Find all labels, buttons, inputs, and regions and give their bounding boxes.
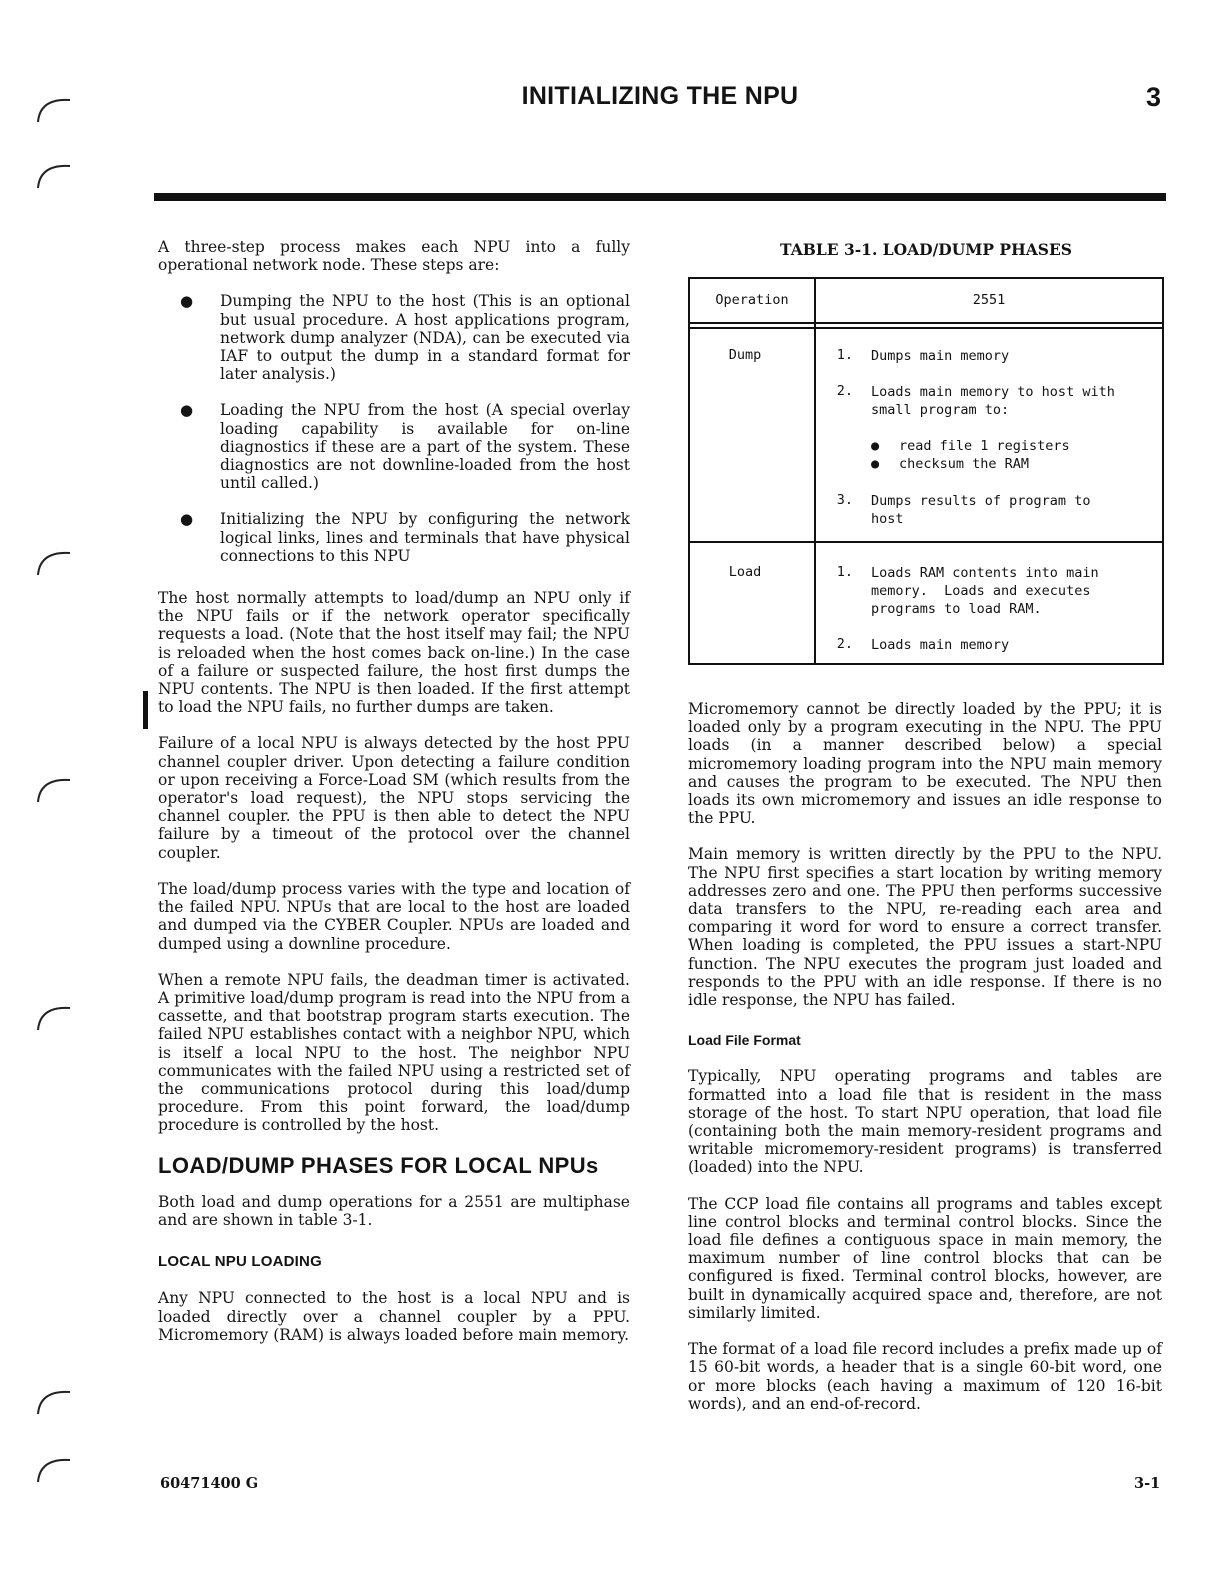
revision-change-bar [143, 691, 148, 729]
table-step-number: 1. [836, 564, 853, 580]
load-dump-table [688, 277, 1164, 665]
table-cell-dump: Dump [728, 347, 762, 363]
table-caption: TABLE 3-1. LOAD/DUMP PHASES [780, 240, 1072, 259]
body-paragraph: The host normally attempts to load/dump an NPU only if the NPU fails or if the network operator specifically requests a load. (Note that the host itself may fail; the NPU is reloaded when the host comes back on-line.) In the case of a failure or suspected failure, the host first dumps the NPU contents. The NPU is then loaded. If the first attempt to load the NPU fails, no further dumps are taken. [158, 589, 630, 717]
table-step-text: Loads main memory to host with [871, 384, 1115, 400]
table-step-text: memory. Loads and executes [871, 583, 1091, 599]
intro-paragraph: A three-step process makes each NPU into a fully operational network node. These steps are: [158, 238, 630, 275]
margin-binding-mark [34, 158, 74, 198]
bullet-icon: ● [180, 510, 194, 529]
body-paragraph: Typically, NPU operating programs and tables are formatted into a load file that is resident in the mass storage of the host. To start NPU operation, that load file (containing both the main memory-resident programs and writable micromemory-resident programs) is transferred (loaded) into the NPU. [688, 1067, 1162, 1177]
table-substep-text: checksum the RAM [899, 456, 1030, 472]
table-cell-load: Load [728, 564, 762, 580]
table-step-number: 1. [836, 347, 853, 363]
steps-list [158, 292, 630, 565]
table-step-text: small program to: [871, 402, 1010, 418]
table-header-operation: Operation [715, 292, 789, 308]
list-item-text: Dumping the NPU to the host (This is an optional but usual procedure. A host applications program, network dump analyzer (NDA), can be executed via IAF to output the dump in a standard format for later analysis.) [220, 292, 630, 384]
list-item [158, 292, 630, 383]
body-paragraph: Any NPU connected to the host is a local NPU and is loaded directly over a channel coupler by a PPU. Micromemory (RAM) is always loaded before main memory. [158, 1289, 630, 1344]
document-number: 60471400 G [160, 1475, 259, 1492]
table-step-number: 3. [836, 492, 853, 508]
right-column [688, 700, 1162, 1431]
body-paragraph: The format of a load file record includes a prefix made up of 15 60-bit words, a header that is a single 60-bit word, one or more blocks (each having a maximum of 120 16-bit words), and an end-of-record. [688, 1340, 1162, 1413]
table-step-text: Dumps results of program to [871, 493, 1091, 509]
list-item-text: Initializing the NPU by configuring the network logical links, lines and terminals that have physical connections to this NPU [220, 510, 630, 565]
page-number: 3-1 [1134, 1475, 1161, 1492]
left-column [158, 238, 630, 1362]
margin-binding-mark [34, 1000, 74, 1040]
subsection-heading: Load File Format [688, 1032, 801, 1049]
body-paragraph: The CCP load file contains all programs and tables except line control blocks and terminal control blocks. Since the load file defines a contiguous space in main memory, the maximum number of line control blocks that can be configured is fixed. Terminal control blocks, however, are built in dynamically acquired space and, therefore, are not similarly limited. [688, 1194, 1162, 1322]
table-step-number: 2. [836, 636, 853, 652]
bullet-icon: ● [180, 292, 194, 311]
margin-binding-mark [34, 1452, 74, 1492]
table-substep-text: read file 1 registers [899, 438, 1070, 454]
body-paragraph: The load/dump process varies with the type and location of the failed NPU. NPUs that are local to the host are loaded and dumped via the CYBER Coupler. NPUs are loaded and dumped using a downline procedure. [158, 879, 630, 953]
bullet-icon: ● [871, 456, 880, 472]
table-step-number: 2. [836, 383, 853, 399]
margin-binding-mark [34, 545, 74, 585]
bullet-icon: ● [871, 438, 880, 454]
subsection-heading: LOCAL NPU LOADING [158, 1253, 322, 1271]
body-paragraph: Failure of a local NPU is always detected by the host PPU channel coupler driver. Upon detecting a failure condition or upon receiving a Force-Load SM (which results from the operator's load request), the NPU stops servicing the channel coupler. the PPU is then able to detect the NPU failure by a timeout of the protocol over the channel coupler. [158, 734, 630, 862]
margin-binding-mark [34, 772, 74, 812]
section-heading: LOAD/DUMP PHASES FOR LOCAL NPUs [158, 1152, 599, 1178]
table-step-text: Loads RAM contents into main [871, 565, 1099, 581]
table-divider [814, 279, 816, 663]
table-divider [690, 322, 1162, 324]
margin-binding-mark [34, 1384, 74, 1424]
list-item [158, 510, 630, 565]
body-paragraph: Both load and dump operations for a 2551 are multiphase and are shown in table 3-1. [158, 1192, 630, 1229]
table-step-text: Loads main memory [871, 637, 1010, 653]
bullet-icon: ● [180, 401, 194, 420]
header-rule [154, 193, 1166, 201]
table-step-text: Dumps main memory [871, 348, 1010, 364]
table-divider [690, 541, 1162, 543]
chapter-title: INITIALIZING THE NPU [521, 82, 799, 110]
table-step-text: host [871, 511, 904, 527]
chapter-number: 3 [1146, 82, 1162, 112]
list-item [158, 401, 630, 492]
table-divider [690, 327, 1162, 329]
table-header-model: 2551 [972, 292, 1006, 308]
table-step-text: programs to load RAM. [871, 601, 1042, 617]
body-paragraph: Main memory is written directly by the PPU to the NPU. The NPU first specifies a start location by writing memory addresses zero and one. The PPU then performs successive data transfers to the NPU, re-reading each area and comparing it word for word to ensure a correct transfer. When loading is completed, the PPU issues a start-NPU function. The NPU executes the program just loaded and responds to the PPU with an idle response. If there is no idle response, the NPU has failed. [688, 845, 1162, 1010]
body-paragraph: Micromemory cannot be directly loaded by the PPU; it is loaded only by a program executing in the NPU. The PPU loads (in a manner described below) a special micromemory loading program into the NPU main memory and causes the program to be executed. The NPU then loads its own micromemory and issues an idle response to the PPU. [688, 700, 1162, 828]
body-paragraph: When a remote NPU fails, the deadman timer is activated. A primitive load/dump program is read into the NPU from a cassette, and that bootstrap program starts execution. The failed NPU establishes contact with a neighbor NPU, which is itself a local NPU to the host. The neighbor NPU communicates with the failed NPU using a restricted set of the communications protocol during this load/dump procedure. From this point forward, the load/dump procedure is controlled by the host. [158, 970, 630, 1135]
list-item-text: Loading the NPU from the host (A special overlay loading capability is available for on-line diagnostics if these are a part of the system. These diagnostics are not downline-loaded from the host until called.) [220, 401, 630, 493]
